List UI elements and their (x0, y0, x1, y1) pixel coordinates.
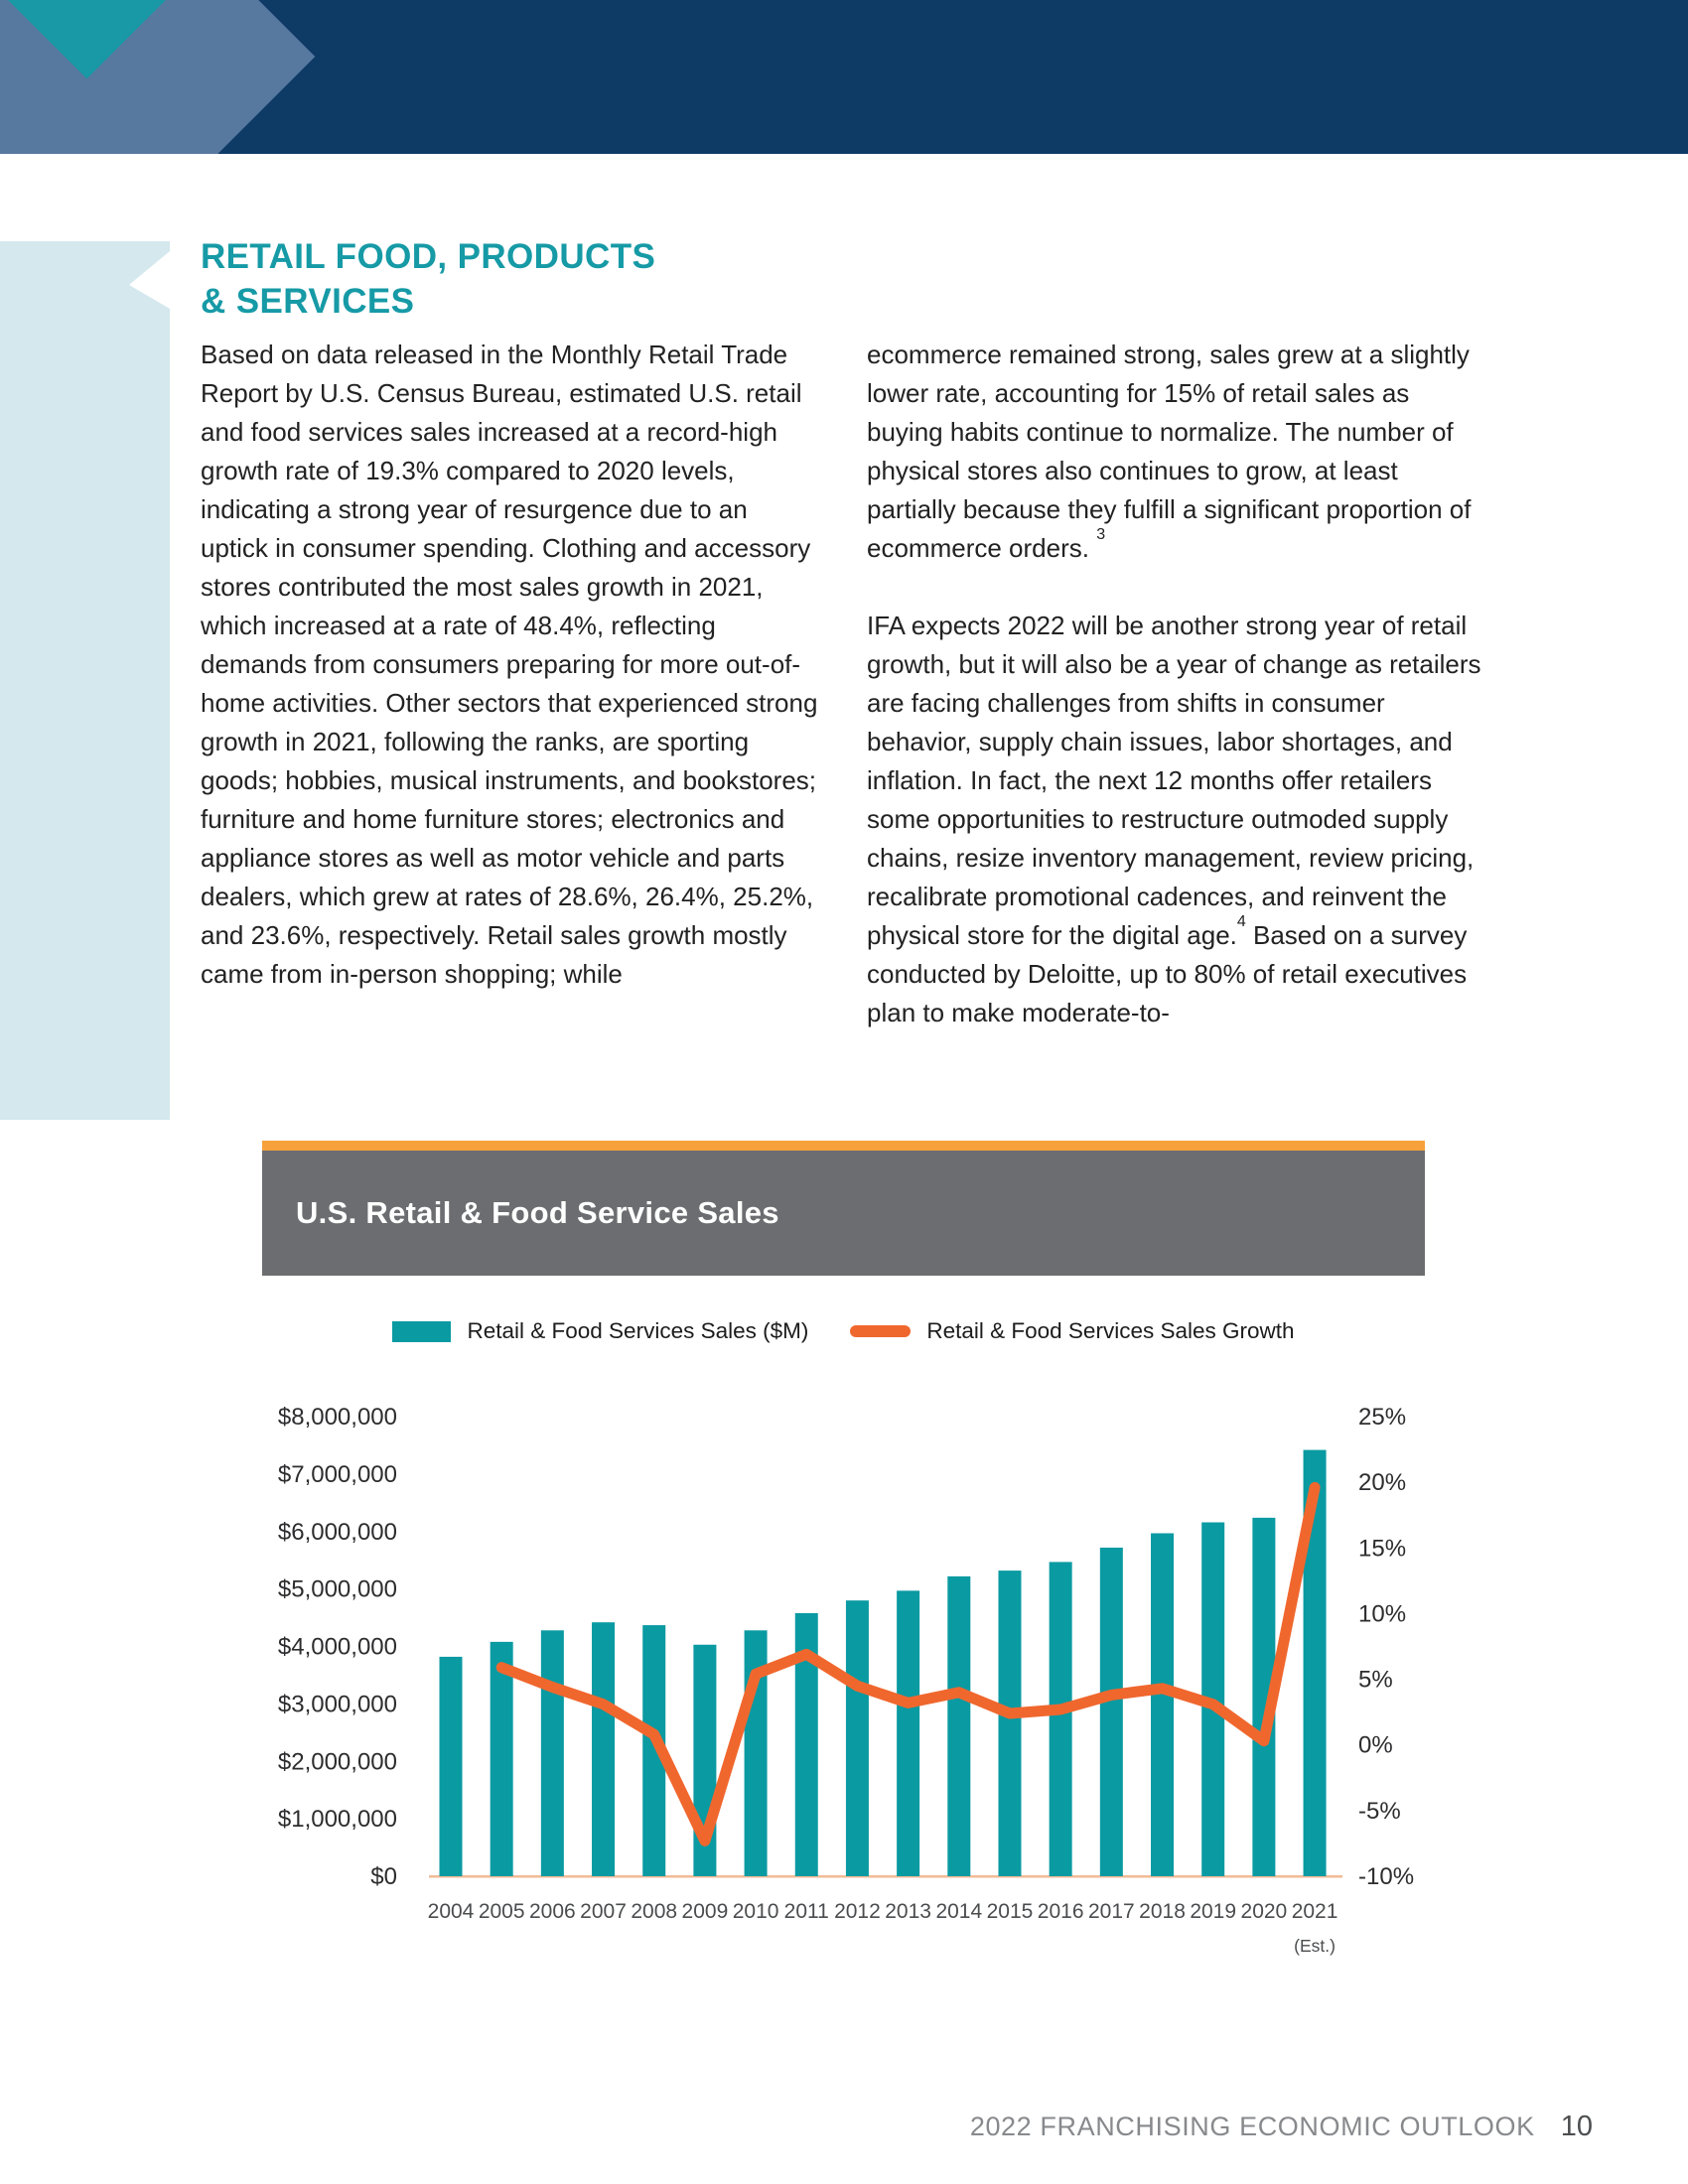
right-axis-tick-label: 0% (1358, 1731, 1393, 1759)
sales-bar-2013 (897, 1590, 919, 1876)
sales-bar-2014 (947, 1576, 970, 1876)
x-axis-label-2015: 2015 (986, 1900, 1034, 1923)
x-axis-label-2007: 2007 (580, 1900, 627, 1923)
page-title-line2: & SERVICES (201, 282, 415, 321)
sales-legend-swatch (392, 1321, 451, 1342)
paragraph-text: ecommerce remained strong, sales grew at a slightly lower rate, accounting for 15% of retail sales as buying habits continue to normalize. The number of physical stores also continues to grow, at least partially because they fulfill a significant proportion of ecommerce orders. (867, 340, 1472, 563)
sales-bar-2015 (998, 1570, 1021, 1876)
growth-legend-swatch (850, 1325, 911, 1337)
sales-bar-2006 (541, 1630, 564, 1876)
x-axis-estimate-note: (Est.) (1294, 1936, 1336, 1956)
article-right-column (867, 336, 1487, 1032)
x-axis-label-2011: 2011 (783, 1900, 829, 1923)
left-axis-tick-label: $1,000,000 (277, 1806, 397, 1834)
sales-legend-label: Retail & Food Services Sales ($M) (467, 1318, 809, 1343)
footer-text: 2022 FRANCHISING ECONOMIC OUTLOOK (969, 2112, 1535, 2141)
x-axis-label-2006: 2006 (529, 1900, 576, 1923)
left-axis-tick-label: $5,000,000 (277, 1575, 397, 1603)
left-axis-tick-label: $2,000,000 (277, 1748, 397, 1776)
sales-bar-2005 (491, 1642, 513, 1876)
page-title (201, 234, 655, 324)
paragraph-text: IFA expects 2022 will be another strong year of retail growth, but it will also be a year of change as retailers are facing challenges from shifts in consumer behavior, supply chain issues, labor shortages, and inflation. In fact, the next 12 months offer retailers some opportunities to restructure outmoded supply chains, resize inventory management, review pricing, recalibrate promotional cadences, and reinvent the physical store for the digital age. (867, 611, 1481, 950)
sales-bar-2018 (1151, 1533, 1174, 1876)
sales-bar-2012 (846, 1600, 869, 1876)
left-axis-tick-label: $0 (370, 1863, 397, 1890)
right-axis-tick-label: 10% (1358, 1600, 1407, 1628)
right-axis-tick-label: 25% (1358, 1404, 1407, 1431)
x-axis-label-2004: 2004 (427, 1900, 475, 1923)
retail-sales-combo-chart (0, 1385, 1688, 1980)
page-number: 10 (1560, 2111, 1593, 2142)
chart-header (262, 1151, 1425, 1276)
x-axis-label-2010: 2010 (732, 1900, 779, 1923)
body-paragraph (867, 336, 1487, 568)
chart-header-accent-bar (262, 1141, 1425, 1151)
paragraph-text: Based on a survey conducted by Deloitte, up to 80% of retail executives plan to make moderate-to- (867, 920, 1468, 1027)
right-axis-tick-label: 15% (1358, 1535, 1407, 1563)
right-axis-tick-label: -10% (1358, 1863, 1415, 1890)
x-axis-label-2018: 2018 (1139, 1900, 1186, 1923)
left-axis-tick-label: $4,000,000 (277, 1633, 397, 1661)
x-axis-label-2005: 2005 (478, 1900, 525, 1923)
sales-bar-2017 (1100, 1548, 1123, 1876)
footnote-marker: 4 (1236, 912, 1246, 930)
x-axis-label-2020: 2020 (1240, 1900, 1288, 1923)
right-axis-tick-label: 20% (1358, 1469, 1407, 1497)
x-axis-label-2008: 2008 (631, 1900, 678, 1923)
x-axis-label-2009: 2009 (681, 1900, 729, 1923)
chart-title: U.S. Retail & Food Service Sales (296, 1195, 779, 1230)
x-axis-label-2021: 2021 (1291, 1900, 1338, 1923)
left-axis-tick-label: $7,000,000 (277, 1460, 397, 1488)
sales-bar-2016 (1050, 1562, 1072, 1876)
x-axis-label-2012: 2012 (834, 1900, 881, 1923)
page-footer (970, 2111, 1593, 2143)
left-accent-ribbon (0, 241, 170, 1120)
footnote-marker: 3 (1096, 525, 1106, 543)
sales-bar-2007 (592, 1622, 615, 1876)
left-axis-tick-label: $8,000,000 (277, 1404, 397, 1431)
header-banner (0, 0, 1688, 154)
x-axis-label-2019: 2019 (1190, 1900, 1237, 1923)
body-paragraph (867, 607, 1487, 1032)
left-axis-tick-label: $3,000,000 (277, 1691, 397, 1718)
x-axis-label-2013: 2013 (885, 1900, 931, 1923)
left-axis-tick-label: $6,000,000 (277, 1518, 397, 1546)
sales-bar-2004 (440, 1657, 463, 1876)
x-axis-label-2016: 2016 (1037, 1900, 1084, 1923)
body-paragraph: Based on data released in the Monthly Retail Trade Report by U.S. Census Bureau, estimated U.S. retail and food services sales increased at a record-high growth rate of 19.3% compared to 2020 levels, indicating a strong year of resurgence due to an uptick in consumer spending. Clothing and accessory stores contributed the most sales growth in 2021, which increased at a rate of 48.4%, reflecting demands from consumers preparing for more out-of-home activities. Other sectors that experienced strong growth in 2021, following the ranks, are sporting goods; hobbies, musical instruments, and bookstores; furniture and home furniture stores; electronics and appliance stores as well as motor vehicle and parts dealers, which grew at rates of 28.6%, 26.4%, 25.2%, and 23.6%, respectively. Retail sales growth mostly came from in-person shopping; while (201, 340, 818, 989)
page-title-line1: RETAIL FOOD, PRODUCTS (201, 237, 656, 276)
right-axis-tick-label: -5% (1358, 1797, 1401, 1825)
chart-legend (262, 1316, 1425, 1346)
article-left-column (201, 336, 821, 994)
x-axis-label-2017: 2017 (1087, 1900, 1135, 1923)
right-axis-tick-label: 5% (1358, 1666, 1393, 1694)
x-axis-label-2014: 2014 (935, 1900, 983, 1923)
growth-legend-label: Retail & Food Services Sales Growth (926, 1318, 1295, 1343)
